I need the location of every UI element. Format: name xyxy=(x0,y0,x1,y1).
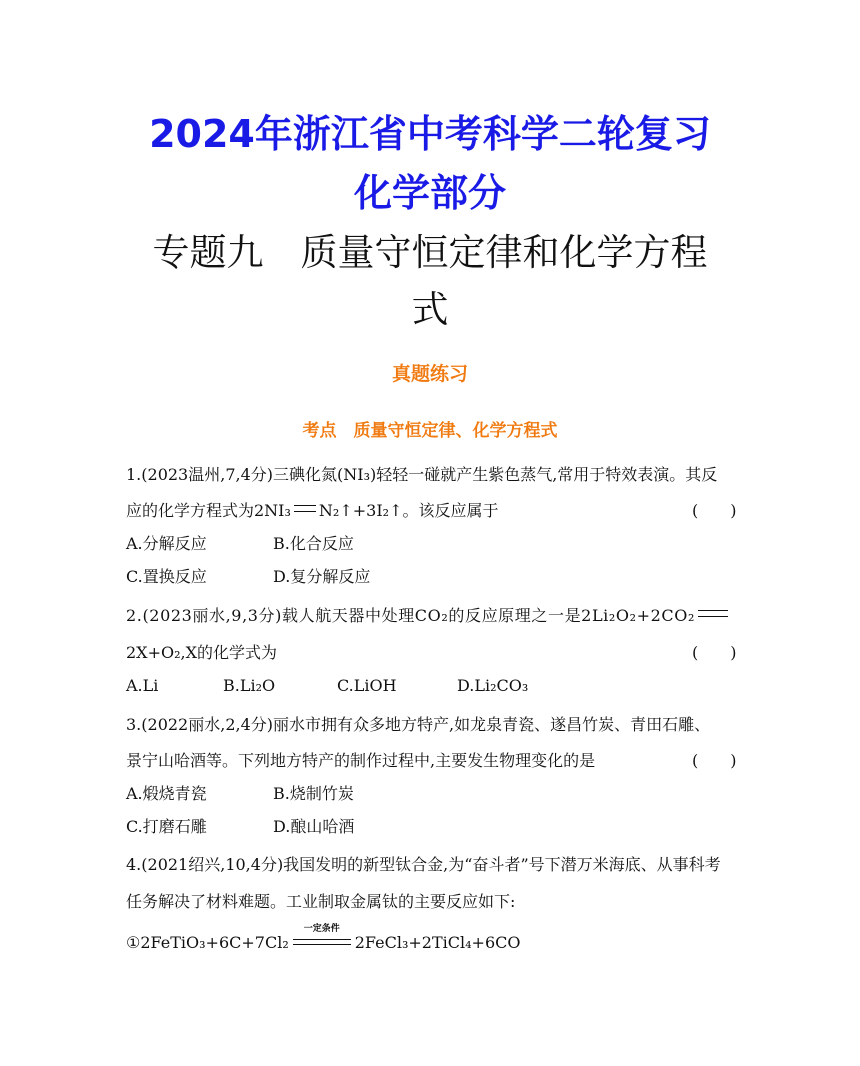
q3-option-c: C.打磨石雕 xyxy=(126,817,207,836)
topic-title-line2: 式 xyxy=(411,288,449,331)
q4-equation-right: 2FeCl₃+2TiCl₄+6CO xyxy=(354,933,521,952)
q3-line2: 景宁山哈酒等。下列地方特产的制作过程中,主要发生物理变化的是 xyxy=(126,751,596,770)
q1-answer-paren: ( ) xyxy=(692,501,737,520)
q1-option-c: C.置换反应 xyxy=(126,567,207,586)
q2-answer-paren: ( ) xyxy=(692,643,737,662)
document-subtitle: 化学部分 xyxy=(353,171,506,215)
q2-option-b: B.Li₂O xyxy=(223,676,276,695)
q1-option-b: B.化合反应 xyxy=(273,534,354,553)
q1-option-d: D.复分解反应 xyxy=(273,567,371,586)
q1-equation-left: 应的化学方程式为2NI₃ xyxy=(126,501,291,520)
q1-option-a: A.分解反应 xyxy=(126,534,207,553)
q1-equation-right: N₂↑+3I₂↑。该反应属于 xyxy=(318,501,499,520)
q3-option-b: B.烧制竹炭 xyxy=(273,784,354,803)
document-title: 2024年浙江省中考科学二轮复习 xyxy=(149,112,711,156)
q3-option-d: D.酿山哈酒 xyxy=(273,817,355,836)
topic-title-line1: 专题九 质量守恒定律和化学方程 xyxy=(152,231,708,274)
equals-sign-icon xyxy=(698,610,728,617)
q2-line2: 2X+O₂,X的化学式为 xyxy=(126,643,277,662)
q4-line1: 4.(2021绍兴,10,4分)我国发明的新型钛合金,为“奋斗者”号下潜万米海底、从事科考 xyxy=(126,855,721,874)
q4-line2: 任务解决了材料难题。工业制取金属钛的主要反应如下: xyxy=(126,892,516,911)
q3-option-a: A.煅烧青瓷 xyxy=(126,784,207,803)
q1-line2 xyxy=(126,503,498,519)
section-subheading: 考点 质量守恒定律、化学方程式 xyxy=(302,421,558,441)
q4-equation-left: ①2FeTiO₃+6C+7Cl₂ xyxy=(126,933,289,952)
q2-line1-text: 2.(2023丽水,9,3分)载人航天器中处理CO₂的反应原理之一是2Li₂O₂+2CO₂ xyxy=(126,606,696,625)
q3-line1: 3.(2022丽水,2,4分)丽水市拥有众多地方特产,如龙泉青瓷、遂昌竹炭、青田石雕、 xyxy=(126,715,711,734)
equals-sign-icon xyxy=(293,939,351,945)
q1-line1: 1.(2023温州,7,4分)三碘化氮(NI₃)轻轻一碰就产生紫色蒸气,常用于特效表演。其反 xyxy=(126,465,718,484)
equals-sign-icon xyxy=(294,505,316,512)
q4-equation xyxy=(126,924,521,952)
q2-option-c: C.LiOH xyxy=(337,676,397,695)
q2-option-d: D.Li₂CO₃ xyxy=(457,676,529,695)
q2-line1 xyxy=(126,608,731,624)
q2-option-a: A.Li xyxy=(126,676,159,695)
reaction-condition: 一定条件 xyxy=(303,924,340,934)
q3-answer-paren: ( ) xyxy=(692,751,737,770)
conditional-equals-sign xyxy=(293,924,351,948)
section-heading: 真题练习 xyxy=(391,363,468,385)
